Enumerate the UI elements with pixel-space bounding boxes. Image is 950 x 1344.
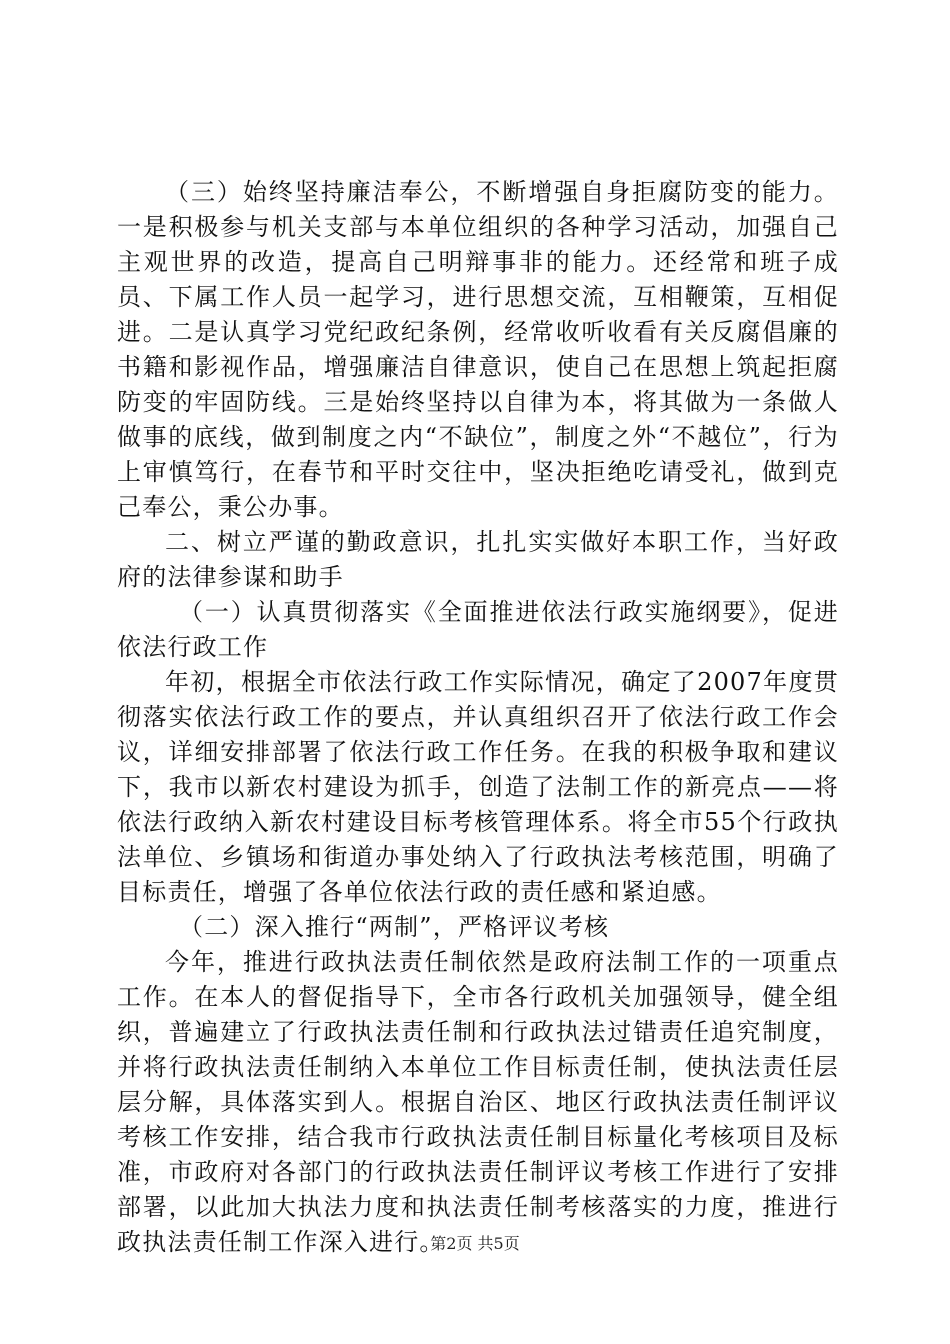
paragraph-integrity: （三）始终坚持廉洁奉公，不断增强自身拒腐防变的能力。一是积极参与机关支部与本单位组织的各种学习活动，加强自己主观世界的改造，提高自己明辩事非的能力。还经常和班子成员、下属工作人员一起学习，进行思想交流，互相鞭策，互相促进。二是认真学习党纪政纪条例，经常收听收看有关反腐倡廉的书籍和影视作品，增强廉洁自律意识，使自己在思想上筑起拒腐防变的牢固防线。三是始终坚持以自律为本，将其做为一条做人做事的底线，做到制度之内“不缺位”，制度之外“不越位”，行为上审慎笃行，在春节和平时交往中，坚决拒绝吃请受礼，做到克己奉公，秉公办事。 xyxy=(117,178,839,521)
document-body xyxy=(117,175,839,1260)
subheading-two-systems: （二）深入推行“两制”，严格评议考核 xyxy=(179,913,610,941)
subheading-implement-outline: （一）认真贯彻落实《全面推进依法行政实施纲要》，促进依法行政工作 xyxy=(117,598,839,661)
section-heading-diligence: 二、树立严谨的勤政意识，扎扎实实做好本职工作，当好政府的法律参谋和助手 xyxy=(117,528,839,591)
paragraph-annual-work: 年初，根据全市依法行政工作实际情况，确定了2007年度贯彻落实依法行政工作的要点，并认真组织召开了依法行政工作会议，详细安排部署了依法行政工作任务。在我的积极争取和建议下，我市以新农村建设为抓手，创造了法制工作的新亮点——将依法行政纳入新农村建设目标考核管理体系。将全市55个行政执法单位、乡镇场和街道办事处纳入了行政执法考核范围，明确了目标责任，增强了各单位依法行政的责任感和紧迫感。 xyxy=(117,668,839,906)
page-number-footer: 第2页 共5页 xyxy=(430,1234,520,1253)
paragraph-responsibility-system: 今年，推进行政执法责任制依然是政府法制工作的一项重点工作。在本人的督促指导下，全市各行政机关加强领导，健全组织，普遍建立了行政执法责任制和行政执法过错责任追究制度，并将行政执法责任制纳入本单位工作目标责任制，使执法责任层层分解，具体落实到人。根据自治区、地区行政执法责任制评议考核工作安排，结合我市行政执法责任制目标量化考核项目及标准，市政府对各部门的行政执法责任制评议考核工作进行了安排部署，以此加大执法力度和执法责任制考核落实的力度，推进行政执法责任制工作深入进行。 xyxy=(117,948,839,1256)
